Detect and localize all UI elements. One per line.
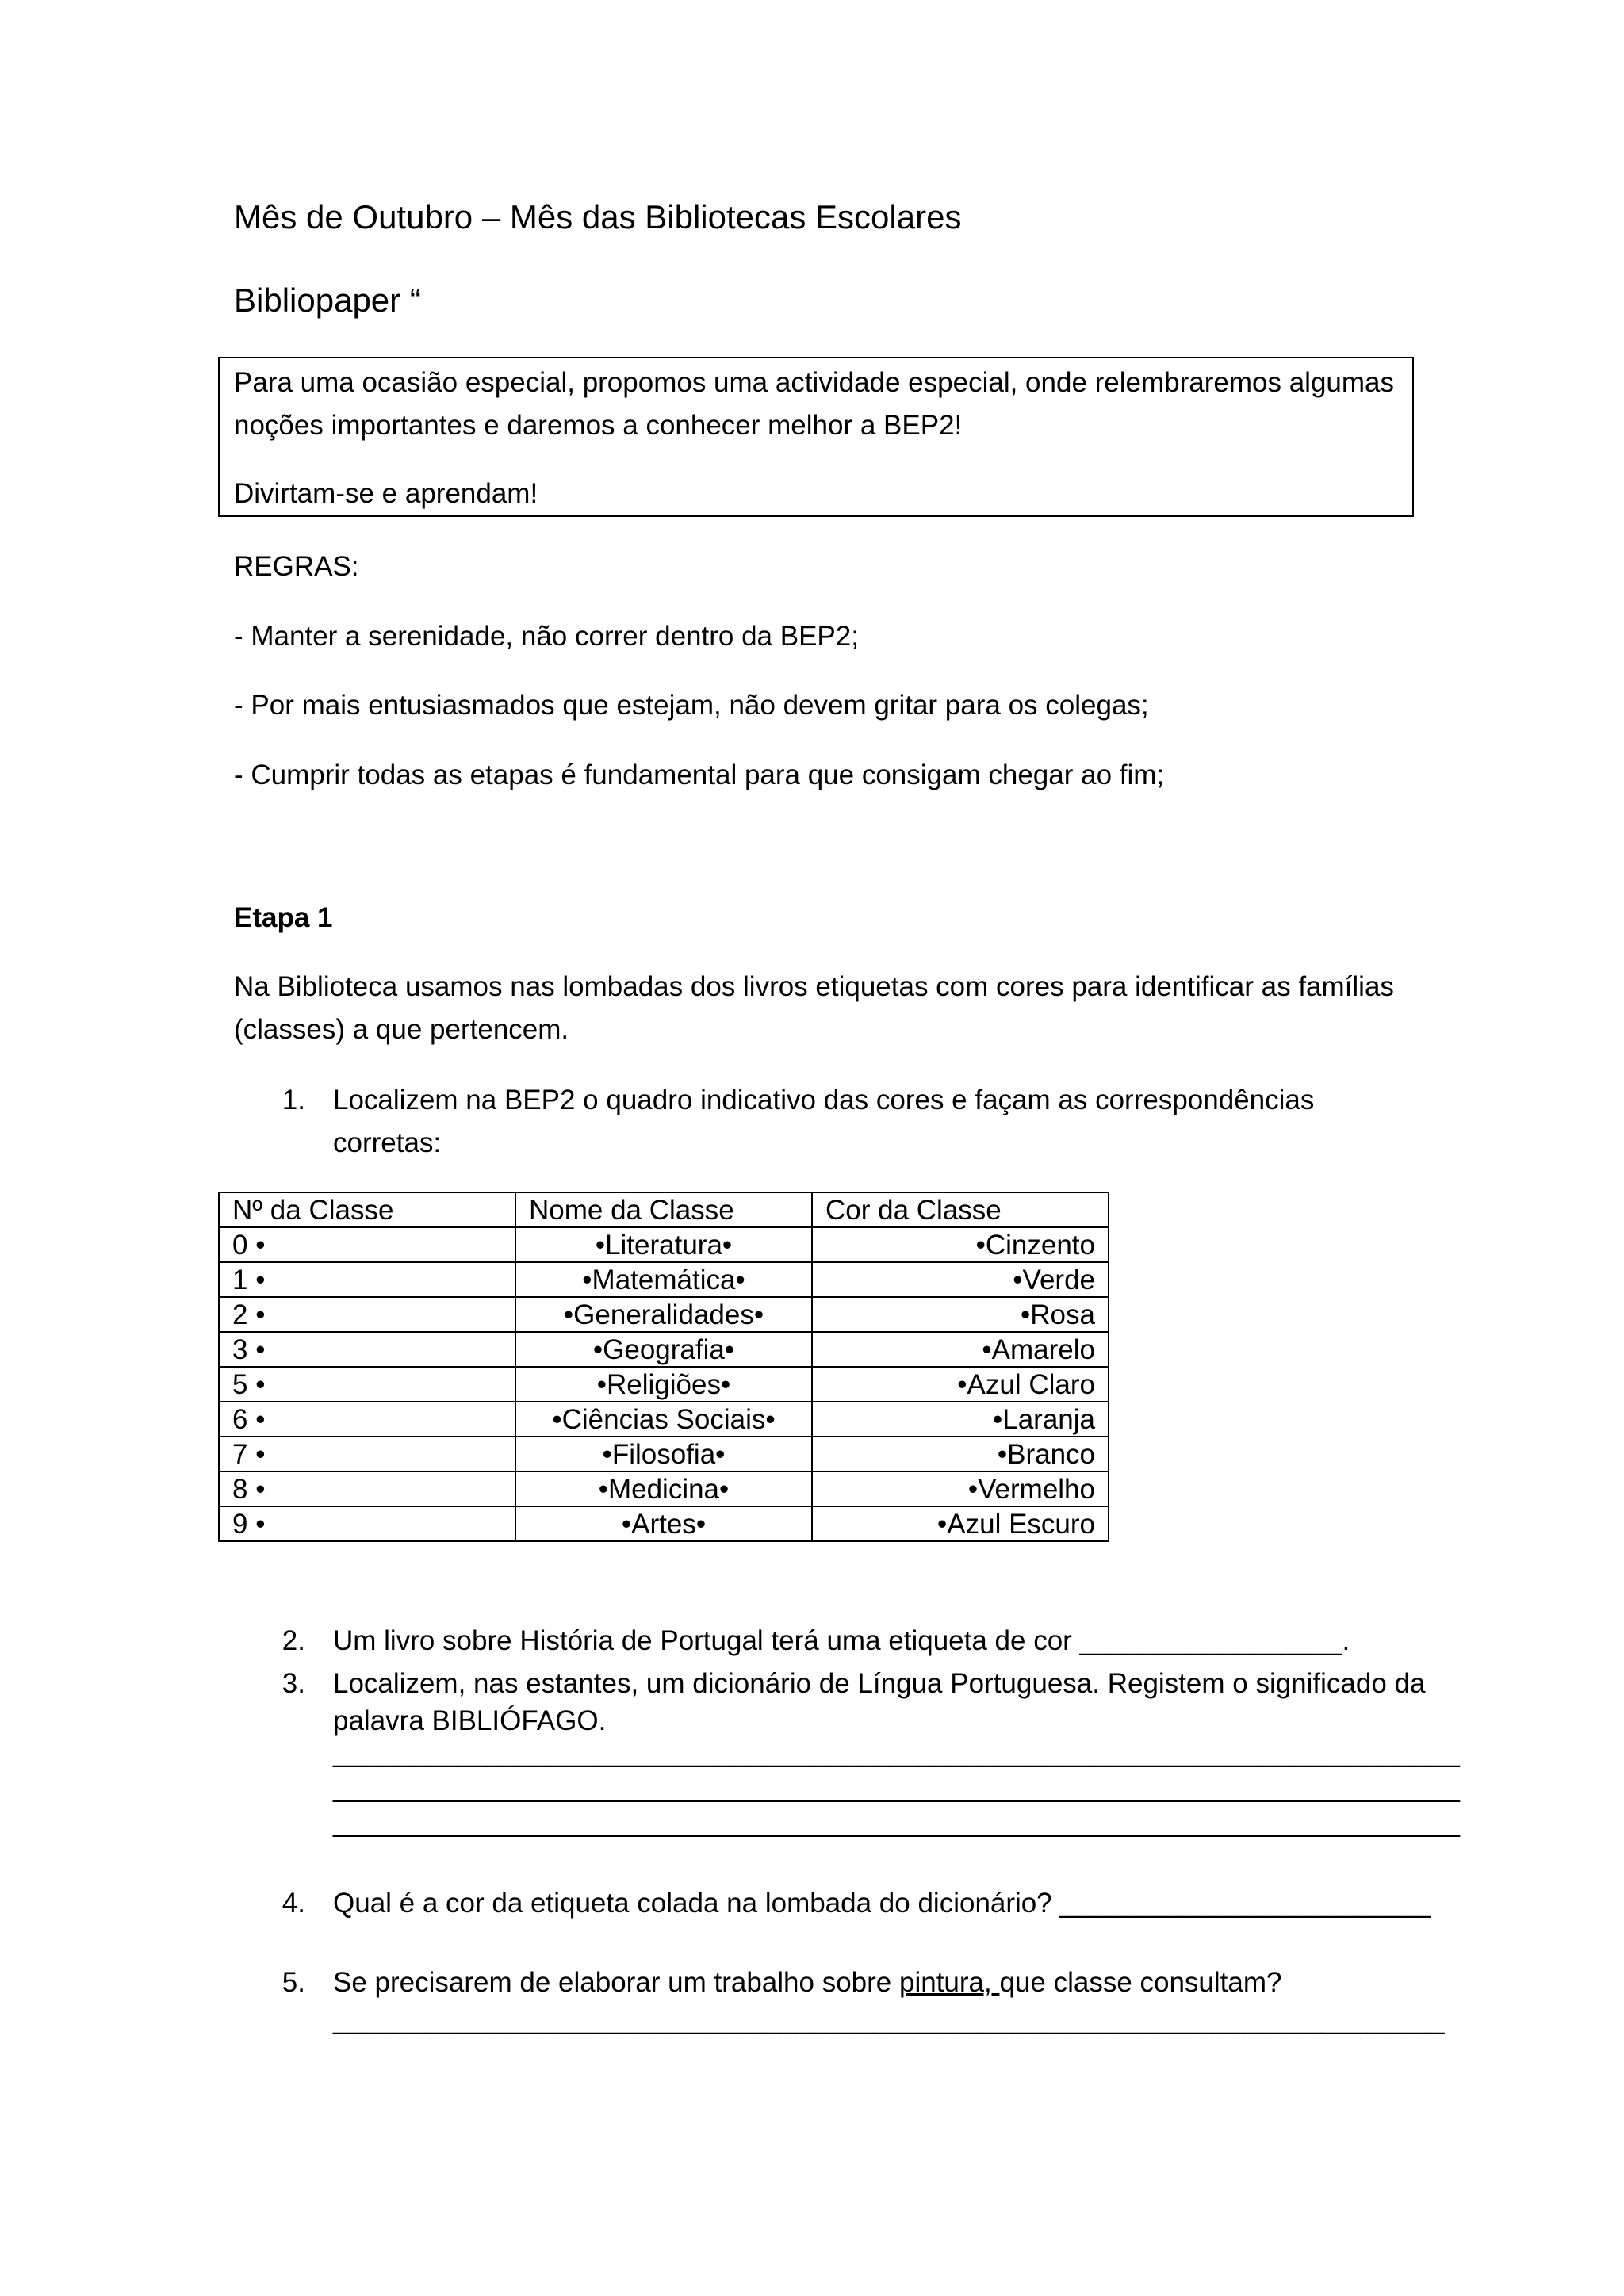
rule-item: - Por mais entusiasmados que estejam, não devem gritar para os colegas;: [234, 690, 1149, 721]
table-row: [219, 1332, 1109, 1367]
question-5-before: Se precisarem de elaborar um trabalho sobre: [333, 1967, 899, 1998]
question-5-text: [333, 1965, 1282, 2001]
question-5-keyword: pintura,: [898, 1967, 1000, 1998]
rule-item: - Cumprir todas as etapas é fundamental para que consigam chegar ao fim;: [234, 760, 1165, 790]
class-number-cell: 1 •: [219, 1262, 515, 1297]
rules-heading: REGRAS:: [234, 551, 359, 582]
table-row: [219, 1437, 1109, 1471]
class-color-cell: •Branco: [812, 1437, 1109, 1471]
class-name-cell: •Generalidades•: [515, 1297, 812, 1332]
rule-item: - Manter a serenidade, não correr dentro da BEP2;: [234, 621, 859, 652]
page-subtitle: Bibliopaper “: [234, 281, 421, 319]
class-number-cell: 5 •: [219, 1367, 515, 1402]
question-3-line-1: Localizem, nas estantes, um dicionário de Língua Portuguesa. Registem o significado da: [333, 1668, 1426, 1699]
question-number: 1.: [282, 1085, 305, 1115]
question-number: 3.: [282, 1668, 305, 1699]
column-header-class-color: Cor da Classe: [812, 1192, 1109, 1227]
class-color-cell: •Cinzento: [812, 1227, 1109, 1262]
column-header-class-name: Nome da Classe: [515, 1192, 812, 1227]
question-5-after: que classe consultam?: [999, 1967, 1282, 1998]
question-1-line-2: corretas:: [333, 1127, 442, 1158]
classes-table: [218, 1192, 1109, 1542]
class-name-cell: •Geografia•: [515, 1332, 812, 1367]
class-number-cell: 9 •: [219, 1506, 515, 1541]
class-number-cell: 7 •: [219, 1437, 515, 1471]
question-1-line-1: Localizem na BEP2 o quadro indicativo das cores e façam as correspondências: [333, 1085, 1315, 1115]
class-number-cell: 3 •: [219, 1332, 515, 1367]
class-number-cell: 6 •: [219, 1402, 515, 1437]
table-row: [219, 1227, 1109, 1262]
column-header-class-number: Nº da Classe: [219, 1192, 515, 1227]
class-name-cell: •Medicina•: [515, 1471, 812, 1506]
question-4-text: Qual é a cor da etiqueta colada na lombada do dicionário? ________________________: [333, 1888, 1431, 1919]
table-row: [219, 1402, 1109, 1437]
table-row: [219, 1367, 1109, 1402]
table-row: [219, 1262, 1109, 1297]
question-3-line-2: palavra BIBLIÓFAGO.: [333, 1705, 607, 1736]
stage-heading: Etapa 1: [234, 902, 333, 933]
answer-line[interactable]: _________________________________________________________________________: [333, 1772, 1460, 1803]
answer-line[interactable]: _________________________________________________________________________: [333, 1737, 1460, 1768]
class-name-cell: •Ciências Sociais•: [515, 1402, 812, 1437]
answer-line[interactable]: ________________________________________________________________________: [333, 2004, 1445, 2035]
class-number-cell: 8 •: [219, 1471, 515, 1506]
class-number-cell: 2 •: [219, 1297, 515, 1332]
page-title: Mês de Outubro – Mês das Bibliotecas Escolares: [234, 198, 962, 235]
class-name-cell: •Filosofia•: [515, 1437, 812, 1471]
table-header-row: [219, 1192, 1109, 1227]
intro-line-1: Para uma ocasião especial, propomos uma actividade especial, onde relembraremos algumas: [234, 367, 1394, 398]
class-color-cell: •Laranja: [812, 1402, 1109, 1437]
table-row: [219, 1297, 1109, 1332]
question-number: 5.: [282, 1967, 305, 1998]
answer-line[interactable]: _________________________________________________________________________: [333, 1807, 1460, 1838]
class-color-cell: •Verde: [812, 1262, 1109, 1297]
table-row: [219, 1506, 1109, 1541]
class-color-cell: •Vermelho: [812, 1471, 1109, 1506]
stage-paragraph-line-2: (classes) a que pertencem.: [234, 1014, 569, 1045]
class-color-cell: •Azul Claro: [812, 1367, 1109, 1402]
question-2-text: Um livro sobre História de Portugal terá uma etiqueta de cor _________________.: [333, 1625, 1350, 1656]
class-name-cell: •Matemática•: [515, 1262, 812, 1297]
intro-box: [218, 357, 1414, 517]
class-name-cell: •Artes•: [515, 1506, 812, 1541]
question-number: 2.: [282, 1625, 305, 1656]
class-color-cell: •Amarelo: [812, 1332, 1109, 1367]
question-number: 4.: [282, 1888, 305, 1919]
class-color-cell: •Azul Escuro: [812, 1506, 1109, 1541]
table-row: [219, 1471, 1109, 1506]
intro-line-2: noções importantes e daremos a conhecer melhor a BEP2!: [234, 410, 963, 441]
class-number-cell: 0 •: [219, 1227, 515, 1262]
class-name-cell: •Literatura•: [515, 1227, 812, 1262]
stage-paragraph-line-1: Na Biblioteca usamos nas lombadas dos livros etiquetas com cores para identificar as famílias: [234, 971, 1394, 1002]
intro-line-3: Divirtam-se e aprendam!: [234, 478, 538, 509]
class-name-cell: •Religiões•: [515, 1367, 812, 1402]
class-color-cell: •Rosa: [812, 1297, 1109, 1332]
